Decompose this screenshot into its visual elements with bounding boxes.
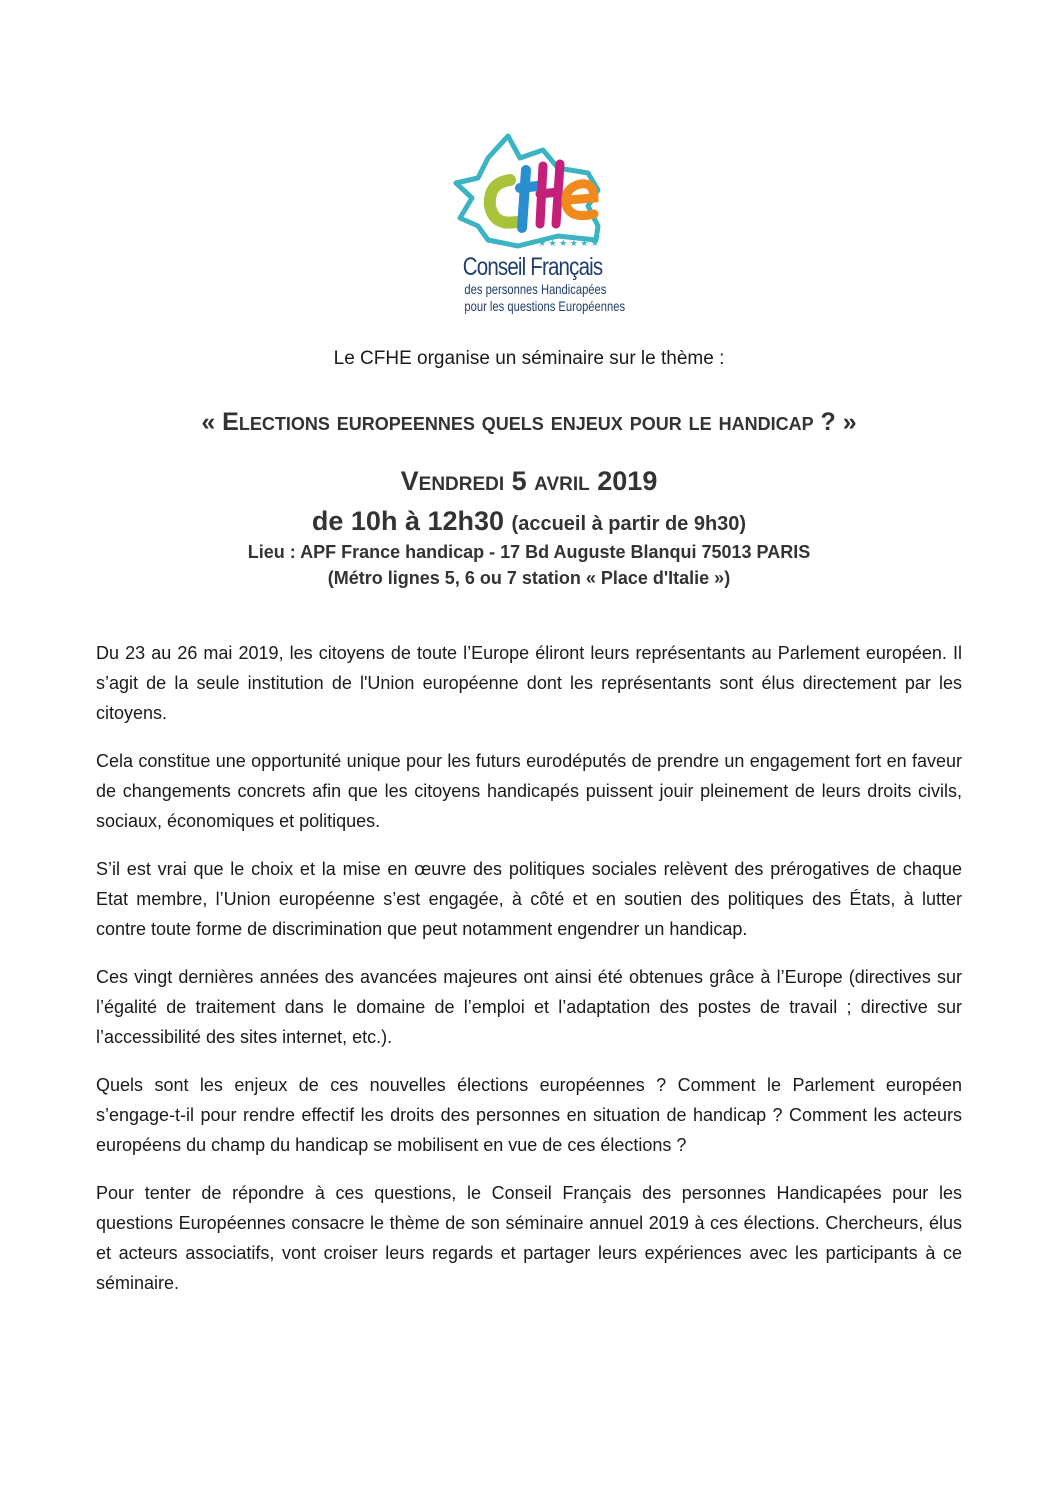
- seminar-title: « Elections europeennes quels enjeux pour le handicap ? »: [201, 408, 857, 436]
- event-time-main: de 10h à 12h30: [311, 506, 505, 536]
- paragraph: S’il est vrai que le choix et la mise en œuvre des politiques sociales relèvent des prérogatives de chaque Etat membre, l’Union européenne s’est engagée, à côté et en soutien des politiques des États, à lutter contre toute forme de discrimination que peut notamment engendrer un handicap.: [96, 859, 962, 939]
- event-metro: (Métro lignes 5, 6 ou 7 station « Place d'Italie »): [327, 568, 731, 588]
- intro-line: Le CFHE organise un séminaire sur le thème :: [333, 348, 725, 369]
- paragraph: Du 23 au 26 mai 2019, les citoyens de toute l’Europe éliront leurs représentants au Parlement européen. Il s’agit de la seule institution de l'Union européenne dont les représentants sont élus directement par les citoyens.: [96, 643, 962, 723]
- event-time: [0, 506, 1058, 537]
- logo-name-line3: pour les questions Européennes: [464, 298, 626, 314]
- event-time-note: (accueil à partir de 9h30): [511, 513, 747, 535]
- logo-name-line1: Conseil Français: [462, 253, 603, 281]
- paragraph: Cela constitue une opportunité unique pour les futurs eurodéputés de prendre un engagement fort en faveur de changements concrets afin que les citoyens handicapés puissent jouir pleinement de leurs droits civils, sociaux, économiques et politiques.: [96, 751, 962, 831]
- document-body: [96, 638, 962, 1316]
- event-place: Lieu : APF France handicap - 17 Bd Auguste Blanqui 75013 PARIS: [247, 542, 811, 562]
- event-date: Vendredi 5 avril 2019: [400, 466, 658, 496]
- logo-text: [448, 253, 626, 315]
- paragraph: Ces vingt dernières années des avancées majeures ont ainsi été obtenues grâce à l’Europe (directives sur l’égalité de traitement dans le domaine de l’emploi et l’adaptation des postes de travail ; directive sur l’accessibilité des sites internet, etc.).: [96, 967, 962, 1047]
- logo-name-line2: des personnes Handicapées: [464, 281, 607, 297]
- paragraph: Pour tenter de répondre à ces questions, le Conseil Français des personnes Handicapées pour les questions Européennes consacre le thème de son séminaire annuel 2019 à ces élections. Chercheurs, élus et acteurs associatifs, vont croiser leurs regards et partager leurs expériences avec les participants à ce séminaire.: [96, 1183, 962, 1293]
- svg-text:★ ★ ★ ★ ★ ★: ★ ★ ★ ★ ★ ★: [538, 238, 599, 248]
- paragraph: Quels sont les enjeux de ces nouvelles élections européennes ? Comment le Parlement européen s’engage-t-il pour rendre effectif les droits des personnes en situation de handicap ? Comment les acteurs européens du champ du handicap se mobilisent en vue de ces élections ?: [96, 1075, 962, 1155]
